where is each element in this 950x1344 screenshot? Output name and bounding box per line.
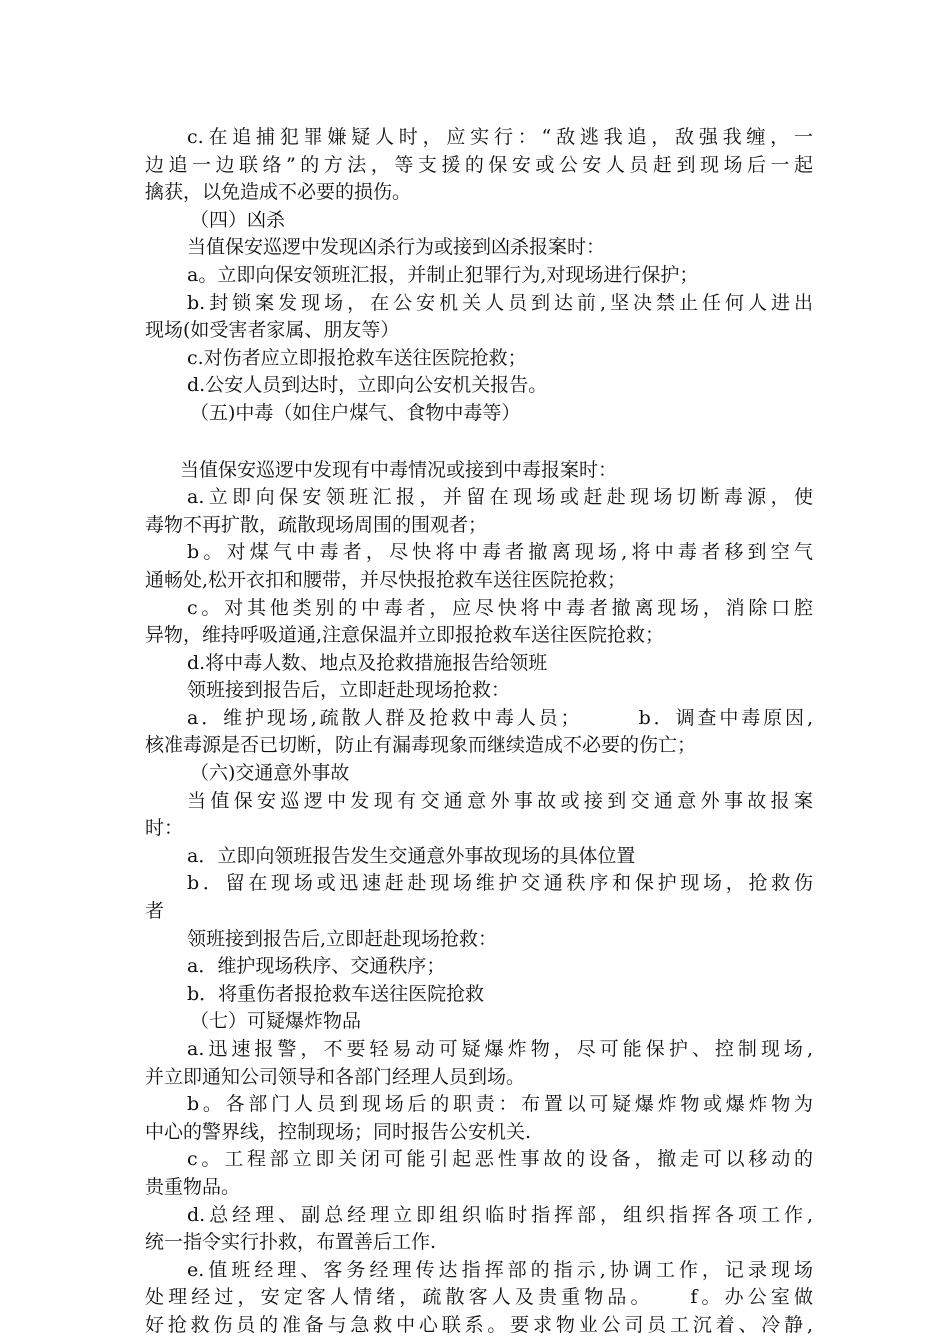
section-heading: （五)中毒（如住户煤气、食物中毒等） [190, 401, 521, 424]
text-line: 者 [145, 900, 165, 923]
text-line: a。立即向保安领班汇报，并制止犯罪行为,对现场进行保护； [187, 263, 699, 286]
text-line: a.迅速报警，不要轻易动可疑爆炸物，尽可能保护、控制现场, [187, 1038, 813, 1060]
text-line: 擒获，以免造成不必要的损伤。 [145, 181, 412, 204]
text-line: 当值保安巡逻中发现有中毒情况或接到中毒报案时： [180, 458, 618, 481]
text-line: d.总经理、副总经理立即组织临时指挥部，组织指挥各项工作, [187, 1203, 813, 1226]
text-line: b．将重伤者报抢救车送往医院抢救 [187, 982, 485, 1005]
text-line: 通畅处,松开衣扣和腰带，并尽快报抢救车送往医院抢救； [145, 568, 627, 591]
text-line: a．维护现场,疏散人群及抢救中毒人员； b．调查中毒原因, [187, 706, 813, 729]
text-line: 统一指令实行扑救，布置善后工作. [145, 1231, 437, 1254]
text-line: c.在追捕犯罪嫌疑人时，应实行：“敌逃我追，敌强我缠，一 [187, 126, 813, 148]
blank-line [145, 428, 813, 457]
text-line: b。对煤气中毒者，尽快将中毒者撤离现场,将中毒者移到空气 [187, 541, 813, 564]
text-line: 领班接到报告后,立即赶赴现场抢救： [187, 927, 498, 950]
text-line: a．立即向领班报告发生交通意外事故现场的具体位置 [187, 844, 636, 867]
text-line: b．留在现场或迅速赶赴现场维护交通秩序和保护现场，抢救伤 [187, 872, 813, 895]
section-heading: （六)交通意外事故 [190, 762, 350, 785]
text-line: 现场(如受害者家属、朋友等） [145, 319, 400, 342]
text-line: 处理经过，安定客人情绪，疏散客人及贵重物品。 f。办公室做 [145, 1286, 813, 1309]
text-line: 当值保安巡逻中发现有交通意外事故或接到交通意外事故报案 [187, 789, 813, 812]
text-line: c.对伤者应立即报抢救车送往医院抢救； [187, 346, 527, 369]
text-line: 时： [145, 817, 184, 840]
text-line: c。对其他类别的中毒者，应尽快将中毒者撤离现场，消除口腔 [187, 596, 813, 619]
document-page [145, 124, 813, 1340]
text-line: 边追一边联络”的方法，等支援的保安或公安人员赶到现场后一起 [145, 153, 813, 176]
text-line: 好抢救伤员的准备与急救中心联系。要求物业公司员工沉着、冷静, [145, 1313, 813, 1336]
section-heading: （七）可疑爆炸物品 [190, 1010, 362, 1033]
text-line: 当值保安巡逻中发现凶杀行为或接到凶杀报案时： [187, 236, 606, 259]
text-line: b。各部门人员到现场后的职责：布置以可疑爆炸物或爆炸物为 [187, 1093, 813, 1116]
text-line: 核准毒源是否已切断，防止有漏毒现象而继续造成不必要的伤亡； [145, 734, 697, 757]
text-line: a．维护现场秩序、交通秩序； [187, 955, 446, 978]
text-line: b.封锁案发现场，在公安机关人员到达前,坚决禁止任何人进出 [187, 291, 813, 314]
text-line: e.值班经理、客务经理传达指挥部的指示,协调工作，记录现场 [187, 1258, 813, 1281]
text-line: 异物，维持呼吸道通,注意保温并立即报抢救车送往医院抢救； [145, 624, 665, 647]
section-heading: （四）凶杀 [190, 208, 286, 231]
text-line: d.公安人员到达时，立即向公安机关报告。 [187, 374, 548, 397]
text-line: a.立即向保安领班汇报，并留在现场或赶赴现场切断毒源，使 [187, 486, 813, 509]
text-line: 中心的警界线，控制现场；同时报告公安机关. [145, 1120, 532, 1143]
text-line: 毒物不再扩散，疏散现场周围的围观者； [145, 513, 488, 536]
text-line: 并立即通知公司领导和各部门经理人员到场。 [145, 1065, 526, 1088]
text-line: d.将中毒人数、地点及抢救措施报告给领班 [187, 651, 548, 674]
text-line: c。工程部立即关闭可能引起恶性事故的设备，撤走可以移动的 [187, 1148, 813, 1171]
text-line: 领班接到报告后，立即赶赴现场抢救： [187, 679, 511, 702]
text-line: 贵重物品。 [145, 1175, 241, 1198]
